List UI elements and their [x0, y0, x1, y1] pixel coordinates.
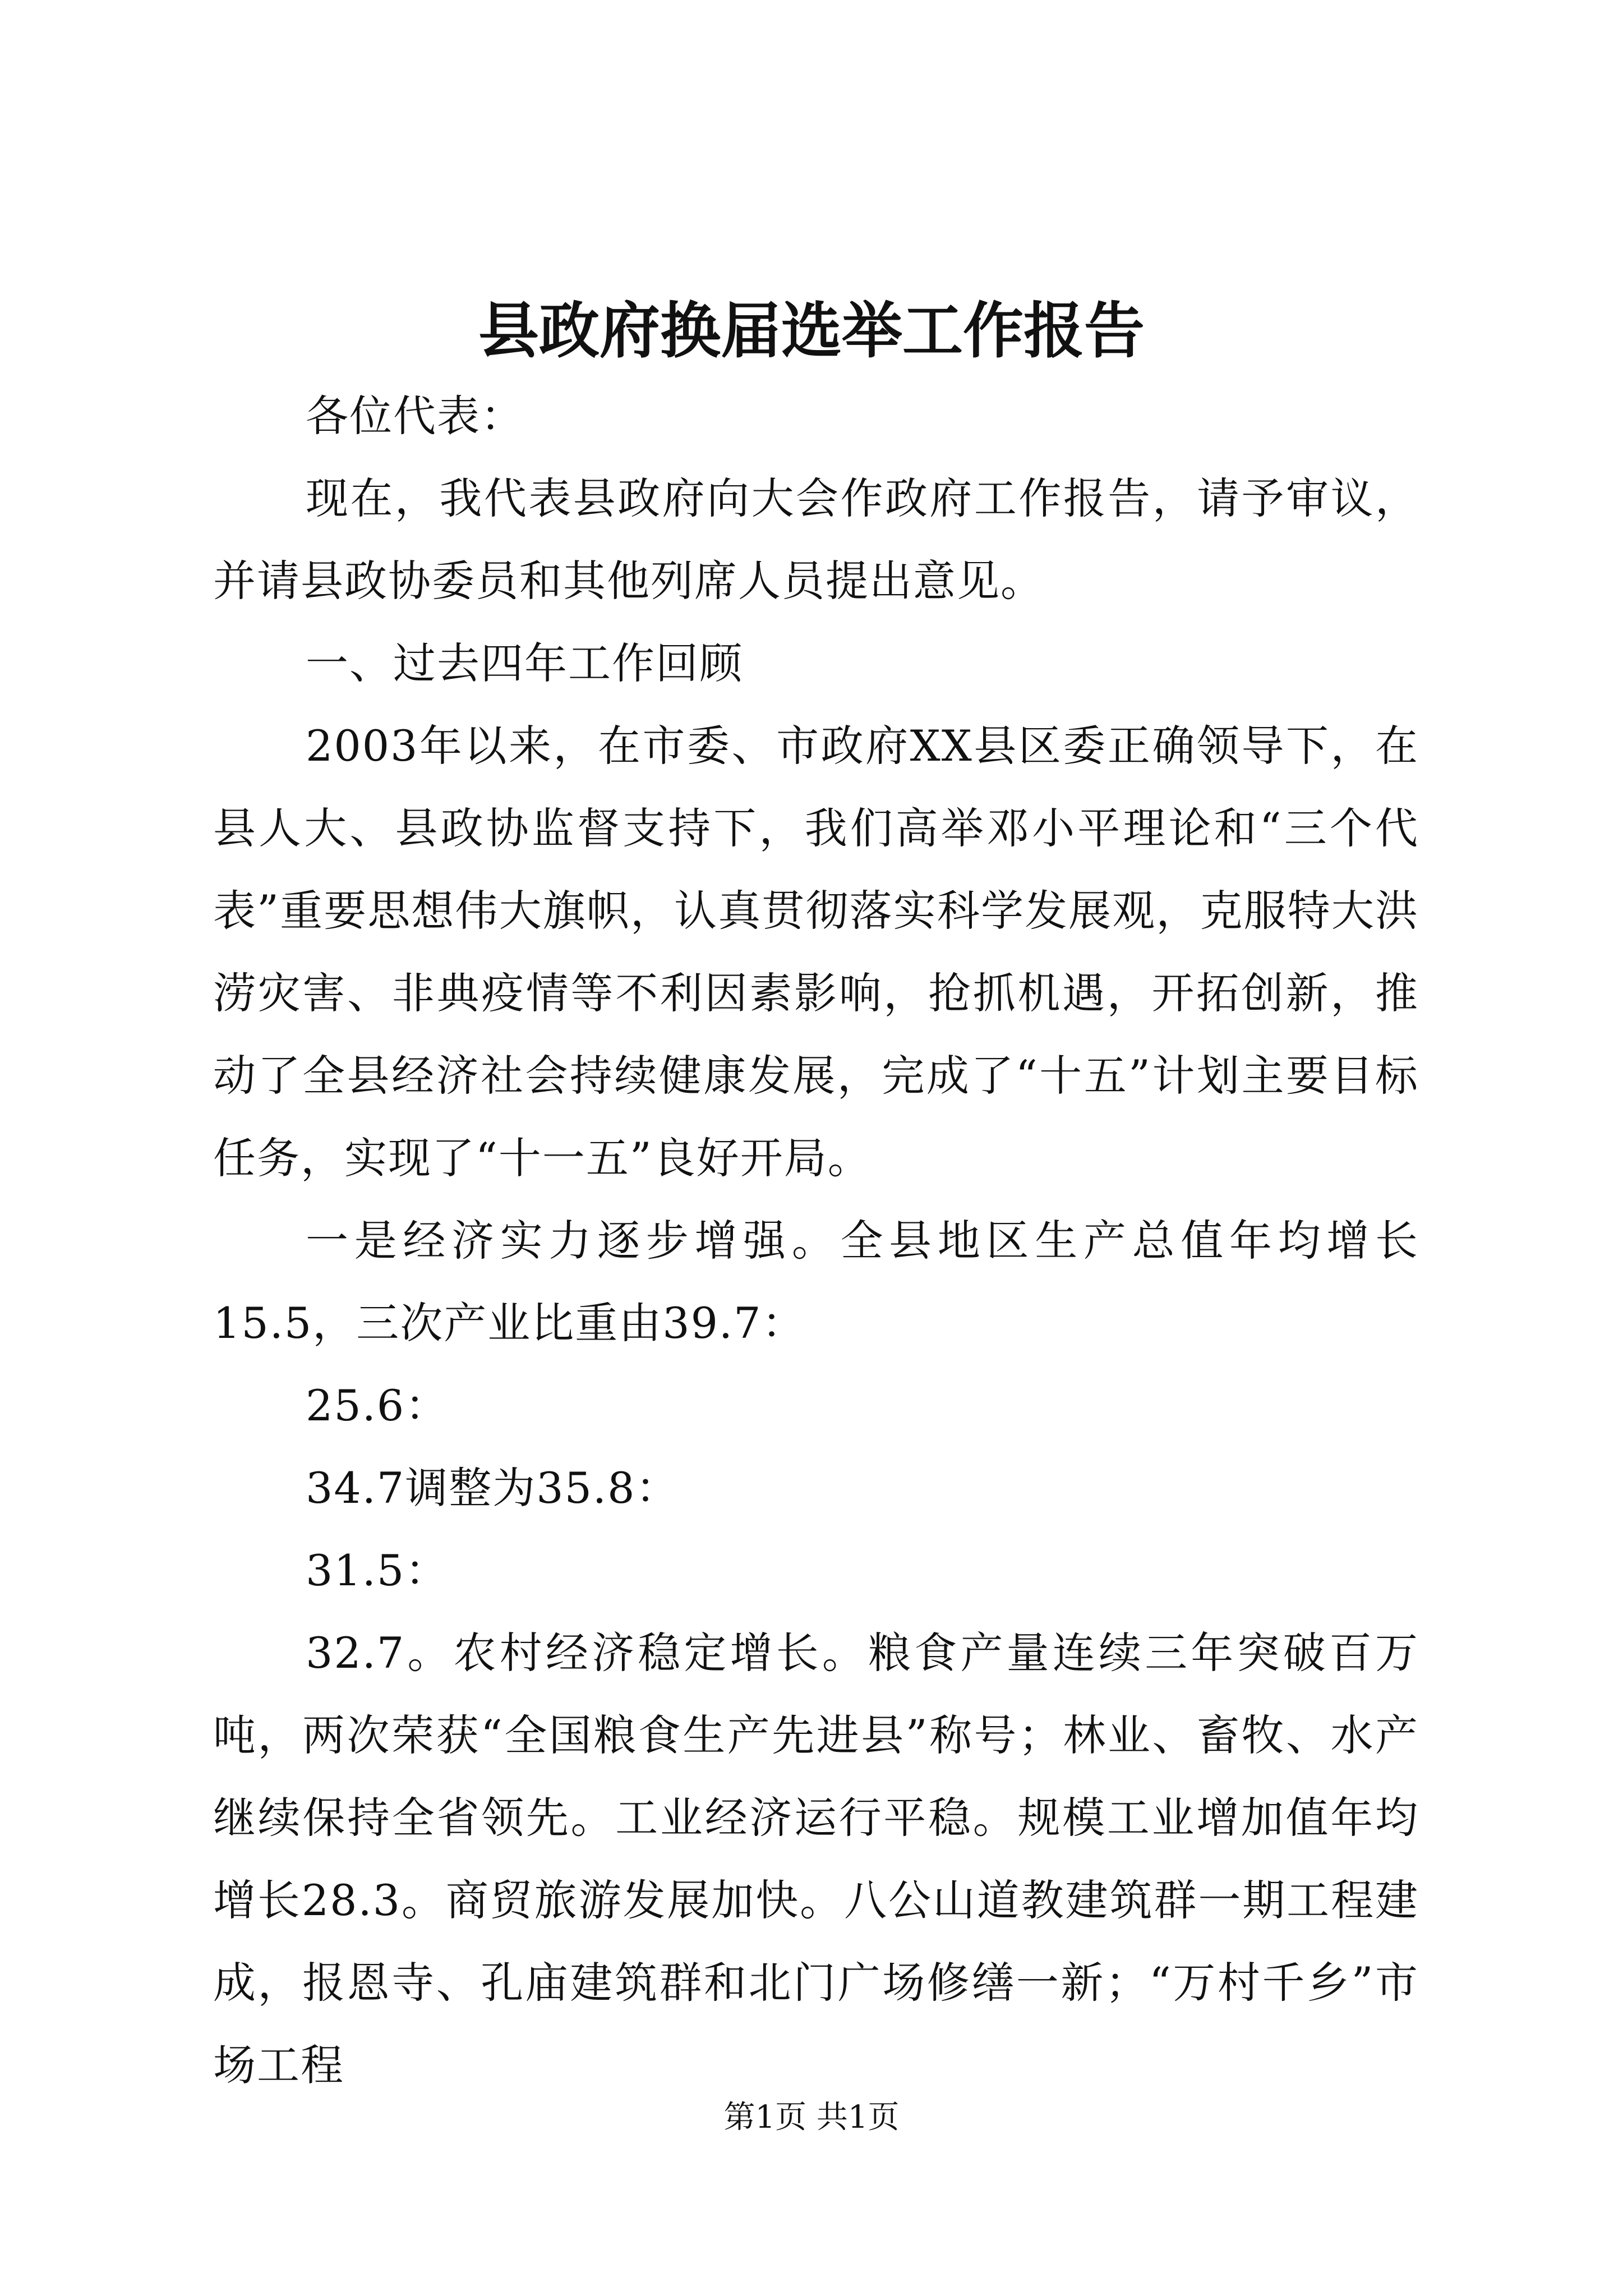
ratio-line-2: 34.7调整为35.8： [306, 1463, 680, 1513]
rural-economy-paragraph: 32.7。农村经济稳定增长。粮食产量连续三年突破百万吨，两次荣获“全国粮食生产先进县”称号；林业、畜牧、水产继续保持全省领先。工业经济运行平稳。规模工业增加值年均增长28.3。商贸旅游发展加快。八公山道教建筑群一期工程建成，报恩寺、孔庙建筑群和北门广场修缮一新；“万村千乡”市场工程 [213, 1628, 1419, 2090]
economy-paragraph: 一是经济实力逐步增强。全县地区生产总值年均增长15.5，三次产业比重由39.7： [213, 1216, 1419, 1348]
document-body [213, 375, 1419, 2106]
intro-paragraph: 现在，我代表县政府向大会作政府工作报告，请予审议，并请县政协委员和其他列席人员提出意见。 [213, 473, 1419, 606]
ratio-line-3: 31.5： [306, 1545, 449, 1595]
document-title: 县政府换届选举工作报告 [478, 296, 1145, 366]
section-heading: 一、过去四年工作回顾 [306, 638, 743, 688]
review-paragraph: 2003年以来，在市委、市政府XX县区委正确领导下，在县人大、县政协监督支持下，我们高举邓小平理论和“三个代表”重要思想伟大旗帜，认真贯彻落实科学发展观，克服特大洪涝灾害、非典疫情等不利因素影响，抢抓机遇，开拓创新，推动了全县经济社会持续健康发展，完成了“十五”计划主要目标任务，实现了“十一五”良好开局。 [213, 721, 1419, 1183]
ratio-line-1: 25.6： [306, 1381, 449, 1430]
salutation-paragraph: 各位代表： [306, 391, 524, 441]
page-footer: 第1页 共1页 [723, 2099, 900, 2136]
